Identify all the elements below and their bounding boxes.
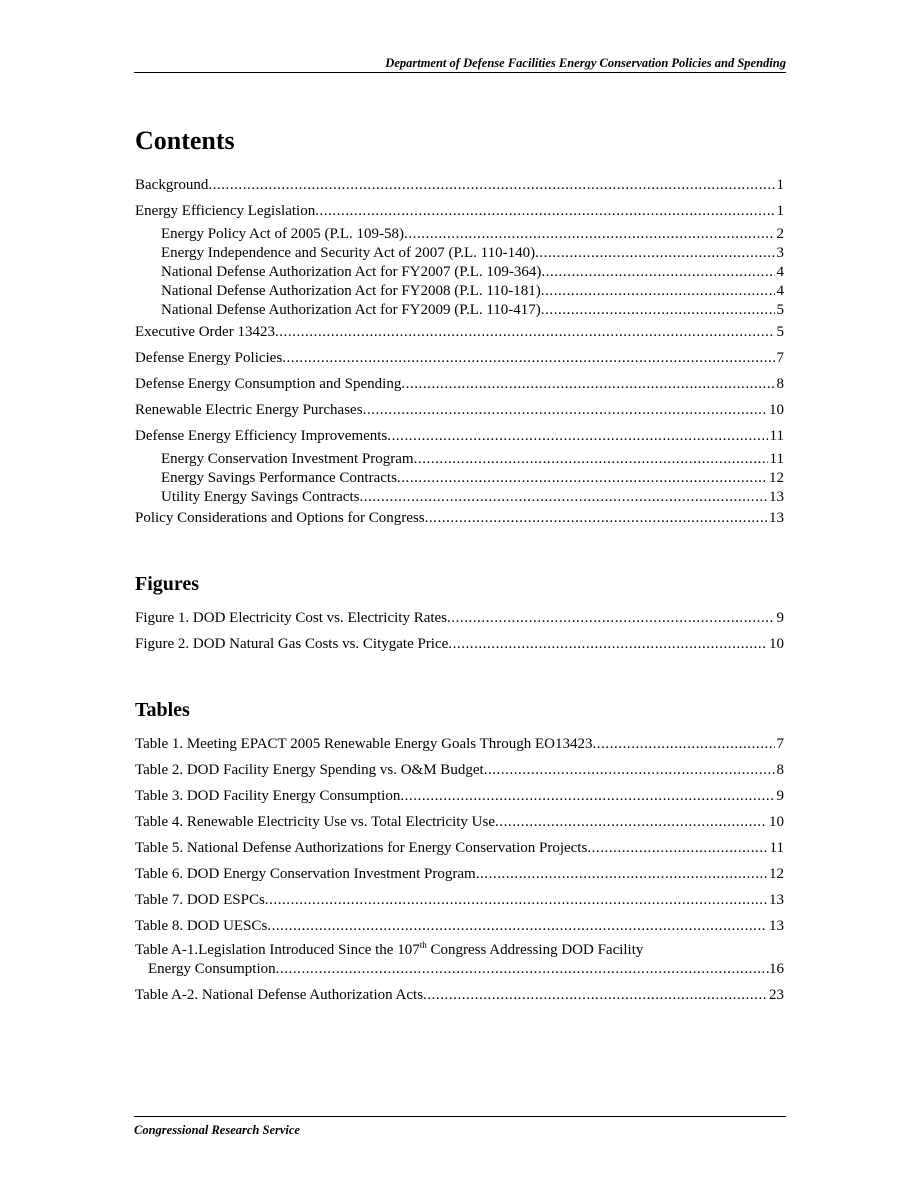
page-number: 11 <box>769 451 784 467</box>
toc-subentry[interactable]: National Defense Authorization Act for FY2009 (P.L. 110-417) . . . 5 <box>161 301 784 320</box>
page-number: 3 <box>776 245 784 261</box>
page-number: 13 <box>769 892 784 908</box>
page-number: 9 <box>776 610 784 626</box>
table-entry[interactable]: Table A-2. National Defense Authorization Acts . . . 23 <box>135 986 784 1005</box>
running-header <box>134 54 786 73</box>
page-number: 9 <box>776 788 784 804</box>
page-number: 10 <box>769 402 784 418</box>
table-entry[interactable]: Table 3. DOD Facility Energy Consumption . . . 9 <box>135 787 784 806</box>
page-number: 23 <box>769 987 784 1003</box>
table-entry[interactable]: Table 1. Meeting EPACT 2005 Renewable Energy Goals Through EO13423 . . . 7 <box>135 735 784 754</box>
running-footer <box>134 1116 786 1138</box>
figure-entry[interactable]: Figure 2. DOD Natural Gas Costs vs. Citygate Price . . . 10 <box>135 635 784 654</box>
page-number: 16 <box>769 961 784 977</box>
running-title: Department of Defense Facilities Energy Conservation Policies and Spending <box>385 56 786 70</box>
page-number: 11 <box>769 428 784 444</box>
table-entry[interactable]: Table 5. National Defense Authorizations for Energy Conservation Projects . . . 11 <box>135 839 784 858</box>
table-entry[interactable]: Table 6. DOD Energy Conservation Investment Program . . . 12 <box>135 865 784 884</box>
toc-entry[interactable]: Defense Energy Efficiency Improvements . . . 11 <box>135 427 784 446</box>
page-number: 7 <box>776 736 784 752</box>
table-entry[interactable]: Table 4. Renewable Electricity Use vs. Total Electricity Use . . . 10 <box>135 813 784 832</box>
page-number: 13 <box>769 918 784 934</box>
page-number: 13 <box>769 489 784 505</box>
table-entry[interactable]: Table A-1.Legislation Introduced Since the 107th Congress Addressing DOD Facility Energy Consumption . . . 16 <box>135 941 784 979</box>
page-number: 10 <box>769 814 784 830</box>
contents-heading: Contents <box>135 126 235 155</box>
toc-entry[interactable]: Defense Energy Consumption and Spending . . . 8 <box>135 375 784 394</box>
table-entry[interactable]: Table 7. DOD ESPCs . . . 13 <box>135 891 784 910</box>
page-number: 7 <box>776 350 784 366</box>
page-number: 11 <box>769 840 784 856</box>
table-entry[interactable]: Table 8. DOD UESCs . . . 13 <box>135 917 784 936</box>
toc-subentry[interactable]: Energy Independence and Security Act of 2007 (P.L. 110-140) . . . 3 <box>161 244 784 263</box>
toc-entry[interactable]: Defense Energy Policies . . . 7 <box>135 349 784 368</box>
publisher-name: Congressional Research Service <box>134 1123 300 1137</box>
page-number: 13 <box>769 510 784 526</box>
toc-subentry[interactable]: Energy Policy Act of 2005 (P.L. 109-58) . . . 2 <box>161 225 784 244</box>
toc-subentry[interactable]: National Defense Authorization Act for FY2008 (P.L. 110-181) . . . 4 <box>161 282 784 301</box>
page-number: 12 <box>769 866 784 882</box>
toc-subentry[interactable]: Utility Energy Savings Contracts . . . 13 <box>161 488 784 507</box>
page-number: 4 <box>776 264 784 280</box>
toc-entry[interactable]: Policy Considerations and Options for Congress . . . 13 <box>135 509 784 528</box>
page-number: 2 <box>776 226 784 242</box>
toc-entry[interactable]: Executive Order 13423 . . . 5 <box>135 323 784 342</box>
page-number: 1 <box>776 177 784 193</box>
page-number: 8 <box>776 762 784 778</box>
page-number: 5 <box>776 324 784 340</box>
page-number: 8 <box>776 376 784 392</box>
figure-entry[interactable]: Figure 1. DOD Electricity Cost vs. Electricity Rates . . . 9 <box>135 609 784 628</box>
toc-entry[interactable]: Energy Efficiency Legislation . . . 1 <box>135 202 784 221</box>
table-entry[interactable]: Table 2. DOD Facility Energy Spending vs. O&M Budget . . . 8 <box>135 761 784 780</box>
page-number: 4 <box>776 283 784 299</box>
page-number: 10 <box>769 636 784 652</box>
toc-subentry[interactable]: Energy Conservation Investment Program . . . 11 <box>161 450 784 469</box>
page-number: 1 <box>776 203 784 219</box>
toc-subentry[interactable]: Energy Savings Performance Contracts . . . 12 <box>161 469 784 488</box>
toc-entry[interactable]: Renewable Electric Energy Purchases . . . 10 <box>135 401 784 420</box>
toc-entry[interactable]: Background . . . 1 <box>135 176 784 195</box>
page-number: 12 <box>769 470 784 486</box>
page-number: 5 <box>776 302 784 318</box>
toc-subentry[interactable]: National Defense Authorization Act for FY2007 (P.L. 109-364) . . . 4 <box>161 263 784 282</box>
figures-heading: Figures <box>135 573 200 595</box>
tables-heading: Tables <box>135 699 190 721</box>
